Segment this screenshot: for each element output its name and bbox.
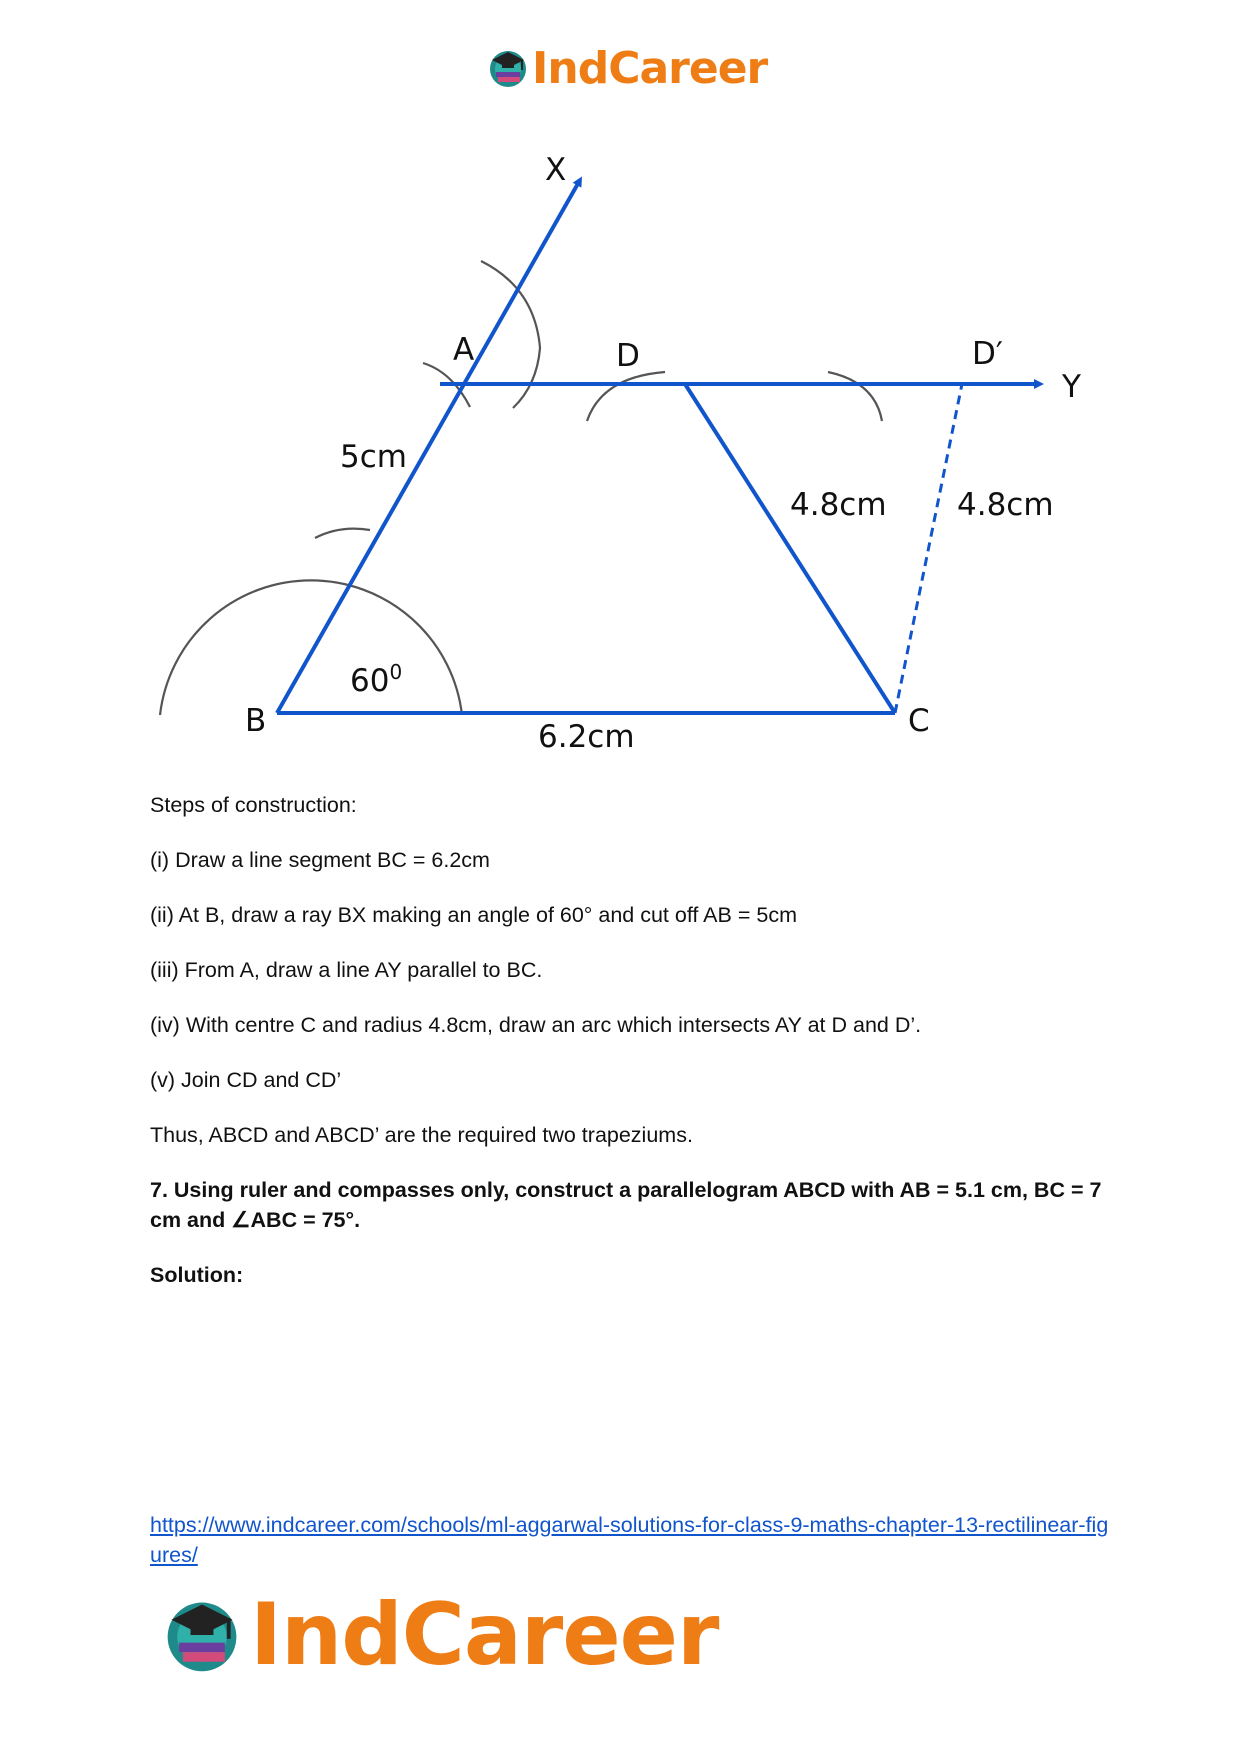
point-label-d: D xyxy=(616,338,640,374)
source-link[interactable]: https://www.indcareer.com/schools/ml-aggarwal-solutions-for-class-9-maths-chapter-13-rectilinear-figures/ xyxy=(150,1513,1109,1567)
length-label-ab: 5cm xyxy=(340,439,407,475)
solution-content xyxy=(150,790,1110,1315)
brand-name: IndCareer xyxy=(250,1585,719,1685)
construction-arcs xyxy=(160,261,882,715)
solution-label: Solution: xyxy=(150,1263,244,1287)
length-label-bc: 6.2cm xyxy=(538,719,635,755)
segment-cd-prime xyxy=(895,384,962,713)
point-label-a: A xyxy=(453,332,475,368)
segment-cd xyxy=(685,384,895,713)
header-logo[interactable] xyxy=(486,40,767,96)
point-label-c: C xyxy=(908,703,930,739)
angle-value: 60 xyxy=(350,663,390,699)
arc-d xyxy=(587,372,665,421)
length-label-cd-prime: 4.8cm xyxy=(957,487,1054,523)
length-label-cd: 4.8cm xyxy=(790,487,887,523)
point-label-x: X xyxy=(545,152,567,188)
graduation-cap-books-icon xyxy=(160,1593,244,1677)
step-4: (iv) With centre C and radius 4.8cm, draw an arc which intersects AY at D and D’. xyxy=(150,1013,922,1037)
footer-logo[interactable] xyxy=(160,1585,718,1685)
brand-name: IndCareer xyxy=(532,42,768,94)
steps-heading: Steps of construction: xyxy=(150,793,357,817)
step-5: (v) Join CD and CD’ xyxy=(150,1068,342,1092)
point-label-y: Y xyxy=(1062,369,1081,405)
point-label-d-prime: D′ xyxy=(972,336,1003,372)
arc-b-cut-ab xyxy=(315,529,370,538)
step-2: (ii) At B, draw a ray BX making an angle of 60° and cut off AB = 5cm xyxy=(150,903,797,927)
conclusion: Thus, ABCD and ABCD’ are the required two trapeziums. xyxy=(150,1123,693,1147)
step-3: (iii) From A, draw a line AY parallel to BC. xyxy=(150,958,543,982)
arc-d-prime xyxy=(828,372,882,421)
construction-diagram xyxy=(140,140,1100,760)
ray-bx xyxy=(277,180,580,713)
angle-degree-sup: 0 xyxy=(389,660,403,684)
arc-angle-60 xyxy=(160,580,462,715)
angle-label xyxy=(350,660,402,699)
step-1: (i) Draw a line segment BC = 6.2cm xyxy=(150,848,490,872)
point-label-b: B xyxy=(245,703,267,739)
graduation-cap-books-icon xyxy=(486,46,530,90)
question-7: 7. Using ruler and compasses only, construct a parallelogram ABCD with AB = 5.1 cm, BC = 7 cm and ∠ABC = 75°. xyxy=(150,1178,1102,1232)
